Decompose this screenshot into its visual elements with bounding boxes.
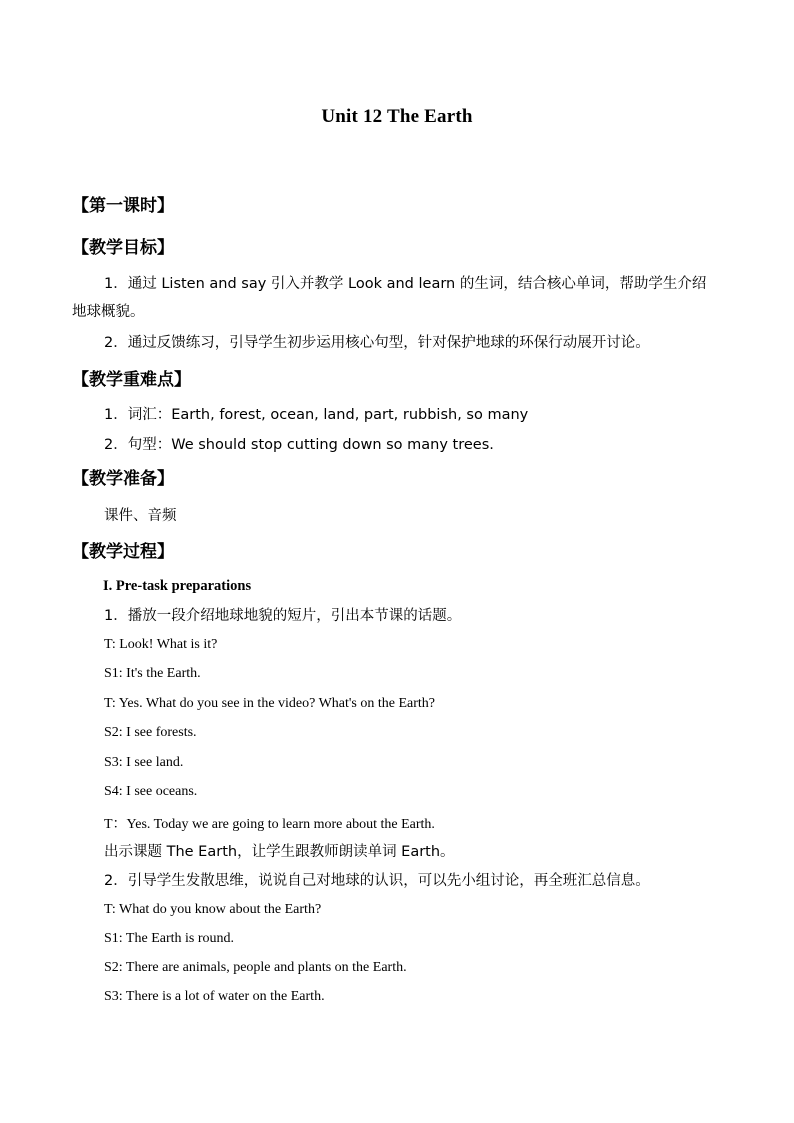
key-point-item-2: 2．句型：We should stop cutting down so many trees. [104,437,494,453]
document-title: Unit 12 The Earth [321,106,473,127]
key-point-item-1: 1．词汇：Earth, forest, ocean, land, part, rubbish, so many [104,407,529,423]
dialogue-line: T：Yes. Today we are going to learn more about the Earth. [104,817,435,832]
process-step-1: 1．播放一段介绍地球地貌的短片，引出本节课的话题。 [104,608,462,624]
preparation-heading: 【教学准备】 [72,469,174,489]
preparation-text: 课件、音频 [104,508,177,524]
objective-item-2: 2．通过反馈练习，引导学生初步运用核心句型，针对保护地球的环保行动展开讨论。 [104,335,650,351]
process-heading: 【教学过程】 [72,542,174,562]
dialogue-line: T: Yes. What do you see in the video? What's on the Earth? [104,696,436,711]
dialogue-line: S1: It's the Earth. [104,666,201,681]
dialogue-line: S3: I see land. [104,755,184,770]
objective-item-1-line-1: 1．通过 Listen and say 引入并教学 Look and learn 的生词，结合核心单词，帮助学生介绍 [104,276,707,292]
objectives-heading: 【教学目标】 [72,238,174,258]
objective-item-1-line-2: 地球概貌。 [72,304,145,320]
process-note-1: 出示课题 The Earth，让学生跟教师朗读单词 Earth。 [104,844,455,860]
dialogue-line: S2: I see forests. [104,725,197,740]
dialogue-line: S2: There are animals, people and plants on the Earth. [104,960,407,975]
key-points-heading: 【教学重难点】 [72,370,191,390]
dialogue-line: S3: There is a lot of water on the Earth. [104,989,325,1004]
process-step-2: 2．引导学生发散思维，说说自己对地球的认识，可以先小组讨论，再全班汇总信息。 [104,873,650,889]
dialogue-line: T: What do you know about the Earth? [104,902,322,917]
section-title-pre-task: I. Pre-task preparations [103,578,252,594]
dialogue-line: S4: I see oceans. [104,784,198,799]
dialogue-line: T: Look! What is it? [104,637,218,652]
dialogue-line: S1: The Earth is round. [104,931,235,946]
lesson-label: 【第一课时】 [72,196,174,216]
